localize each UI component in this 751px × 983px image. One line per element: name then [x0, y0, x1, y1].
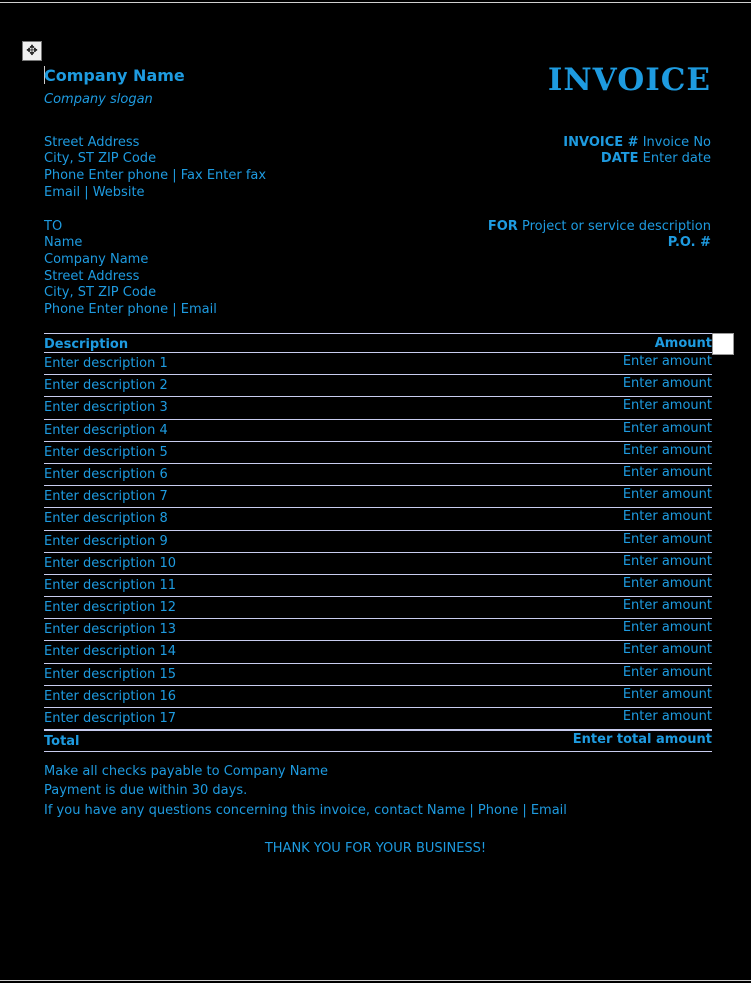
- row-amount[interactable]: Enter amount: [622, 376, 712, 392]
- footer-questions[interactable]: If you have any questions concerning this invoice, contact Name | Phone | Email: [44, 803, 567, 818]
- table-row: [44, 397, 712, 419]
- line-items-table: [44, 333, 712, 752]
- row-amount[interactable]: Enter amount: [622, 598, 712, 614]
- header-description: Description: [44, 337, 129, 352]
- company-email-website[interactable]: Email | Website: [44, 185, 145, 200]
- table-row: [44, 508, 712, 530]
- row-amount[interactable]: Enter amount: [622, 398, 712, 414]
- to-street[interactable]: Street Address: [44, 269, 140, 284]
- invoice-for-label: FOR: [487, 219, 518, 234]
- table-body: [44, 353, 712, 730]
- row-amount[interactable]: Enter amount: [622, 575, 712, 591]
- to-label: TO: [44, 219, 63, 234]
- table-row: [44, 375, 712, 397]
- row-amount[interactable]: Enter amount: [622, 664, 712, 680]
- row-amount[interactable]: Enter amount: [622, 686, 712, 702]
- row-description[interactable]: Enter description 14: [44, 644, 176, 660]
- row-description[interactable]: Enter description 17: [44, 711, 176, 726]
- row-description[interactable]: Enter description 4: [44, 422, 168, 438]
- table-row: [44, 531, 712, 553]
- row-amount[interactable]: Enter amount: [622, 531, 712, 547]
- row-amount[interactable]: Enter amount: [622, 709, 712, 724]
- invoice-number[interactable]: [563, 135, 711, 150]
- table-row: [44, 619, 712, 641]
- table-move-handle-icon[interactable]: ✥: [22, 41, 42, 61]
- row-description[interactable]: Enter description 2: [44, 378, 168, 394]
- page-bottom-border: [0, 980, 751, 981]
- row-description[interactable]: Enter description 7: [44, 489, 168, 505]
- invoice-date-label: DATE: [600, 151, 639, 166]
- company-city[interactable]: City, ST ZIP Code: [44, 151, 157, 166]
- to-phone-email[interactable]: Phone Enter phone | Email: [44, 302, 217, 317]
- row-amount[interactable]: Enter amount: [622, 642, 712, 658]
- footer-due[interactable]: Payment is due within 30 days.: [44, 783, 248, 798]
- row-description[interactable]: Enter description 16: [44, 688, 176, 704]
- row-description[interactable]: Enter description 3: [44, 400, 168, 416]
- table-row: [44, 575, 712, 597]
- row-description[interactable]: Enter description 13: [44, 622, 176, 638]
- row-amount[interactable]: Enter amount: [622, 420, 712, 436]
- row-amount[interactable]: Enter amount: [622, 553, 712, 569]
- invoice-po-label[interactable]: P.O. #: [667, 235, 711, 250]
- to-city[interactable]: City, ST ZIP Code: [44, 285, 157, 300]
- company-name[interactable]: Company Name: [44, 66, 185, 85]
- total-value[interactable]: Enter total amount: [572, 732, 712, 748]
- invoice-for[interactable]: [488, 219, 711, 234]
- row-amount[interactable]: Enter amount: [622, 464, 712, 480]
- row-description[interactable]: Enter description 15: [44, 666, 176, 682]
- table-row: [44, 597, 712, 619]
- header-amount: Amount: [654, 336, 712, 351]
- row-amount[interactable]: Enter amount: [622, 354, 712, 369]
- table-header-row: [44, 333, 712, 353]
- invoice-number-value[interactable]: Invoice No: [642, 135, 711, 150]
- row-amount[interactable]: Enter amount: [622, 620, 712, 636]
- table-row: [44, 553, 712, 575]
- thank-you-message[interactable]: THANK YOU FOR YOUR BUSINESS!: [264, 841, 487, 856]
- page-top-border: [0, 2, 751, 3]
- invoice-title[interactable]: INVOICE: [547, 62, 711, 98]
- table-row: [44, 442, 712, 464]
- row-description[interactable]: Enter description 6: [44, 466, 168, 482]
- table-row: [44, 641, 712, 663]
- company-slogan[interactable]: Company slogan: [44, 92, 153, 107]
- row-description[interactable]: Enter description 1: [44, 356, 168, 371]
- to-name[interactable]: Name: [44, 235, 83, 250]
- row-description[interactable]: Enter description 8: [44, 511, 168, 527]
- table-resize-handle[interactable]: [712, 333, 734, 355]
- row-description[interactable]: Enter description 5: [44, 444, 168, 460]
- total-label: Total: [44, 734, 80, 750]
- table-row: [44, 464, 712, 486]
- row-description[interactable]: Enter description 10: [44, 555, 176, 571]
- table-total-row: [44, 730, 712, 752]
- table-row: [44, 664, 712, 686]
- company-street[interactable]: Street Address: [44, 135, 140, 150]
- table-row: [44, 708, 712, 730]
- row-amount[interactable]: Enter amount: [622, 487, 712, 503]
- footer-checks[interactable]: Make all checks payable to Company Name: [44, 764, 329, 779]
- table-row: [44, 420, 712, 442]
- invoice-date[interactable]: [601, 151, 711, 166]
- row-description[interactable]: Enter description 11: [44, 577, 176, 593]
- invoice-for-value[interactable]: Project or service description: [521, 219, 711, 234]
- table-row: [44, 486, 712, 508]
- row-amount[interactable]: Enter amount: [622, 509, 712, 525]
- to-company[interactable]: Company Name: [44, 252, 149, 267]
- company-phone-fax[interactable]: Phone Enter phone | Fax Enter fax: [44, 168, 267, 183]
- table-row: [44, 686, 712, 708]
- row-description[interactable]: Enter description 9: [44, 533, 168, 549]
- invoice-number-label: INVOICE #: [563, 135, 639, 150]
- row-amount[interactable]: Enter amount: [622, 442, 712, 458]
- invoice-date-value[interactable]: Enter date: [642, 151, 711, 166]
- table-row: [44, 353, 712, 375]
- row-description[interactable]: Enter description 12: [44, 600, 176, 616]
